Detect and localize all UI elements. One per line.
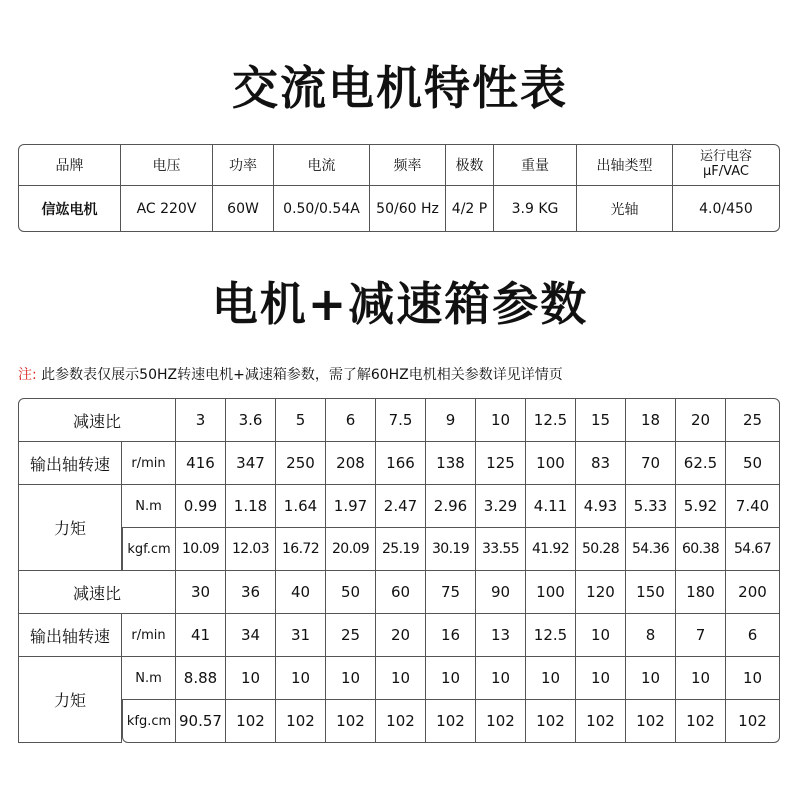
torque-kgf-value: 50.28 <box>576 528 626 571</box>
ratio-value: 15 <box>576 398 626 442</box>
torque-nm-value: 10 <box>626 657 676 700</box>
torque-nm-value: 10 <box>576 657 626 700</box>
note-text: 此参数表仅展示50HZ转速电机+减速箱参数，需了解60HZ电机相关参数详见详情页 <box>41 367 563 383</box>
torque-nm-unit: N.m <box>122 657 176 700</box>
header-shaft-type: 出轴类型 <box>577 144 673 186</box>
header-frequency: 频率 <box>370 144 446 186</box>
ratio-value: 20 <box>676 398 726 442</box>
torque-nm-value: 3.29 <box>476 485 526 528</box>
speed-value: 250 <box>276 442 326 485</box>
spec-power: 60W <box>213 186 274 232</box>
ratio-value: 36 <box>226 571 276 614</box>
page-title: 交流电机特性表 <box>232 61 568 115</box>
torque-kgf-value: 41.92 <box>526 528 576 571</box>
torque-nm-value: 10 <box>326 657 376 700</box>
ratio-value: 7.5 <box>376 398 426 442</box>
speed-value: 8 <box>626 614 676 657</box>
spec-capacitor: 4.0/450 <box>673 186 780 232</box>
header-capacitor <box>673 144 780 186</box>
torque-kgf-row <box>18 700 780 743</box>
ratio-value: 50 <box>326 571 376 614</box>
speed-unit: r/min <box>122 614 176 657</box>
ratio-value: 100 <box>526 571 576 614</box>
torque-nm-value: 10 <box>376 657 426 700</box>
spec-current: 0.50/0.54A <box>274 186 370 232</box>
speed-unit: r/min <box>122 442 176 485</box>
spec-voltage: AC 220V <box>121 186 213 232</box>
torque-kgf-unit: kgf.cm <box>122 528 176 571</box>
torque-kgf-value: 102 <box>726 700 780 743</box>
torque-nm-value: 2.47 <box>376 485 426 528</box>
torque-nm-value: 8.88 <box>176 657 226 700</box>
ratio-value: 180 <box>676 571 726 614</box>
torque-kgf-value: 102 <box>426 700 476 743</box>
torque-nm-value: 10 <box>226 657 276 700</box>
speed-value: 138 <box>426 442 476 485</box>
speed-value: 12.5 <box>526 614 576 657</box>
torque-kgf-value: 10.09 <box>176 528 226 571</box>
ratio-value: 5 <box>276 398 326 442</box>
speed-value: 13 <box>476 614 526 657</box>
spec-frequency: 50/60 Hz <box>370 186 446 232</box>
torque-kgf-value: 20.09 <box>326 528 376 571</box>
speed-value: 208 <box>326 442 376 485</box>
ratio-value: 6 <box>326 398 376 442</box>
ratio-value: 25 <box>726 398 780 442</box>
torque-nm-unit: N.m <box>122 485 176 528</box>
torque-kgf-value: 54.36 <box>626 528 676 571</box>
torque-label: 力矩 <box>18 485 122 571</box>
ratio-label: 减速比 <box>18 398 176 442</box>
speed-value: 41 <box>176 614 226 657</box>
spec-weight: 3.9 KG <box>494 186 577 232</box>
ratio-value: 200 <box>726 571 780 614</box>
note-label: 注: <box>18 367 37 383</box>
header-capacitor-unit: μF/VAC <box>703 164 749 179</box>
torque-nm-value: 10 <box>276 657 326 700</box>
torque-kgf-value: 102 <box>476 700 526 743</box>
ratio-value: 60 <box>376 571 426 614</box>
header-capacitor-label: 运行电容 <box>699 149 752 165</box>
speed-value: 20 <box>376 614 426 657</box>
torque-nm-value: 10 <box>426 657 476 700</box>
torque-nm-value: 0.99 <box>176 485 226 528</box>
torque-nm-row <box>18 657 780 700</box>
ratio-value: 9 <box>426 398 476 442</box>
speed-value: 125 <box>476 442 526 485</box>
torque-kgf-value: 54.67 <box>726 528 780 571</box>
speed-value: 166 <box>376 442 426 485</box>
speed-value: 34 <box>226 614 276 657</box>
torque-nm-value: 10 <box>476 657 526 700</box>
speed-value: 16 <box>426 614 476 657</box>
speed-row <box>18 614 780 657</box>
torque-nm-value: 5.92 <box>676 485 726 528</box>
ratio-value: 18 <box>626 398 676 442</box>
header-brand: 品牌 <box>18 144 121 186</box>
torque-kgf-value: 16.72 <box>276 528 326 571</box>
spec-brand: 信竑电机 <box>18 186 121 232</box>
speed-value: 416 <box>176 442 226 485</box>
torque-kgf-value: 102 <box>526 700 576 743</box>
ratio-value: 75 <box>426 571 476 614</box>
header-power: 功率 <box>213 144 274 186</box>
torque-nm-value: 4.93 <box>576 485 626 528</box>
torque-nm-value: 5.33 <box>626 485 676 528</box>
header-voltage: 电压 <box>121 144 213 186</box>
section-title: 电机+减速箱参数 <box>211 277 589 331</box>
speed-value: 10 <box>576 614 626 657</box>
spec-value-row <box>18 186 780 232</box>
torque-nm-value: 1.64 <box>276 485 326 528</box>
torque-nm-value: 1.97 <box>326 485 376 528</box>
torque-nm-value: 1.18 <box>226 485 276 528</box>
speed-label: 输出轴转速 <box>18 614 122 657</box>
torque-label: 力矩 <box>18 657 122 743</box>
ratio-value: 3 <box>176 398 226 442</box>
header-current: 电流 <box>274 144 370 186</box>
speed-value: 62.5 <box>676 442 726 485</box>
speed-label: 输出轴转速 <box>18 442 122 485</box>
torque-kgf-value: 90.57 <box>176 700 226 743</box>
torque-nm-value: 4.11 <box>526 485 576 528</box>
note <box>18 364 563 384</box>
ratio-value: 120 <box>576 571 626 614</box>
torque-kgf-unit: kfg.cm <box>122 700 176 743</box>
ratio-value: 12.5 <box>526 398 576 442</box>
torque-kgf-value: 102 <box>276 700 326 743</box>
torque-kgf-row <box>18 528 780 571</box>
torque-kgf-value: 60.38 <box>676 528 726 571</box>
torque-nm-value: 10 <box>526 657 576 700</box>
speed-value: 347 <box>226 442 276 485</box>
spec-poles: 4/2 P <box>446 186 494 232</box>
torque-nm-value: 7.40 <box>726 485 780 528</box>
torque-kgf-value: 102 <box>676 700 726 743</box>
ratio-value: 150 <box>626 571 676 614</box>
torque-nm-value: 10 <box>726 657 780 700</box>
speed-value: 100 <box>526 442 576 485</box>
torque-kgf-value: 102 <box>226 700 276 743</box>
speed-value: 25 <box>326 614 376 657</box>
torque-kgf-value: 102 <box>626 700 676 743</box>
torque-kgf-value: 25.19 <box>376 528 426 571</box>
torque-kgf-value: 33.55 <box>476 528 526 571</box>
torque-kgf-value: 30.19 <box>426 528 476 571</box>
torque-kgf-value: 102 <box>576 700 626 743</box>
gearbox-table <box>18 398 780 743</box>
speed-value: 50 <box>726 442 780 485</box>
torque-nm-value: 2.96 <box>426 485 476 528</box>
ratio-value: 30 <box>176 571 226 614</box>
torque-kgf-value: 12.03 <box>226 528 276 571</box>
ratio-value: 10 <box>476 398 526 442</box>
speed-row <box>18 442 780 485</box>
speed-value: 31 <box>276 614 326 657</box>
ratio-value: 3.6 <box>226 398 276 442</box>
torque-kgf-value: 102 <box>376 700 426 743</box>
torque-nm-value: 10 <box>676 657 726 700</box>
spec-shaft-type: 光轴 <box>577 186 673 232</box>
speed-value: 6 <box>726 614 780 657</box>
ratio-label: 减速比 <box>18 571 176 614</box>
spec-header-row <box>18 144 780 186</box>
torque-kgf-value: 102 <box>326 700 376 743</box>
ratio-value: 40 <box>276 571 326 614</box>
ratio-row <box>18 571 780 614</box>
speed-value: 70 <box>626 442 676 485</box>
header-weight: 重量 <box>494 144 577 186</box>
torque-nm-row <box>18 485 780 528</box>
ratio-value: 90 <box>476 571 526 614</box>
header-poles: 极数 <box>446 144 494 186</box>
speed-value: 83 <box>576 442 626 485</box>
motor-spec-table <box>18 144 780 232</box>
speed-value: 7 <box>676 614 726 657</box>
ratio-row <box>18 398 780 442</box>
